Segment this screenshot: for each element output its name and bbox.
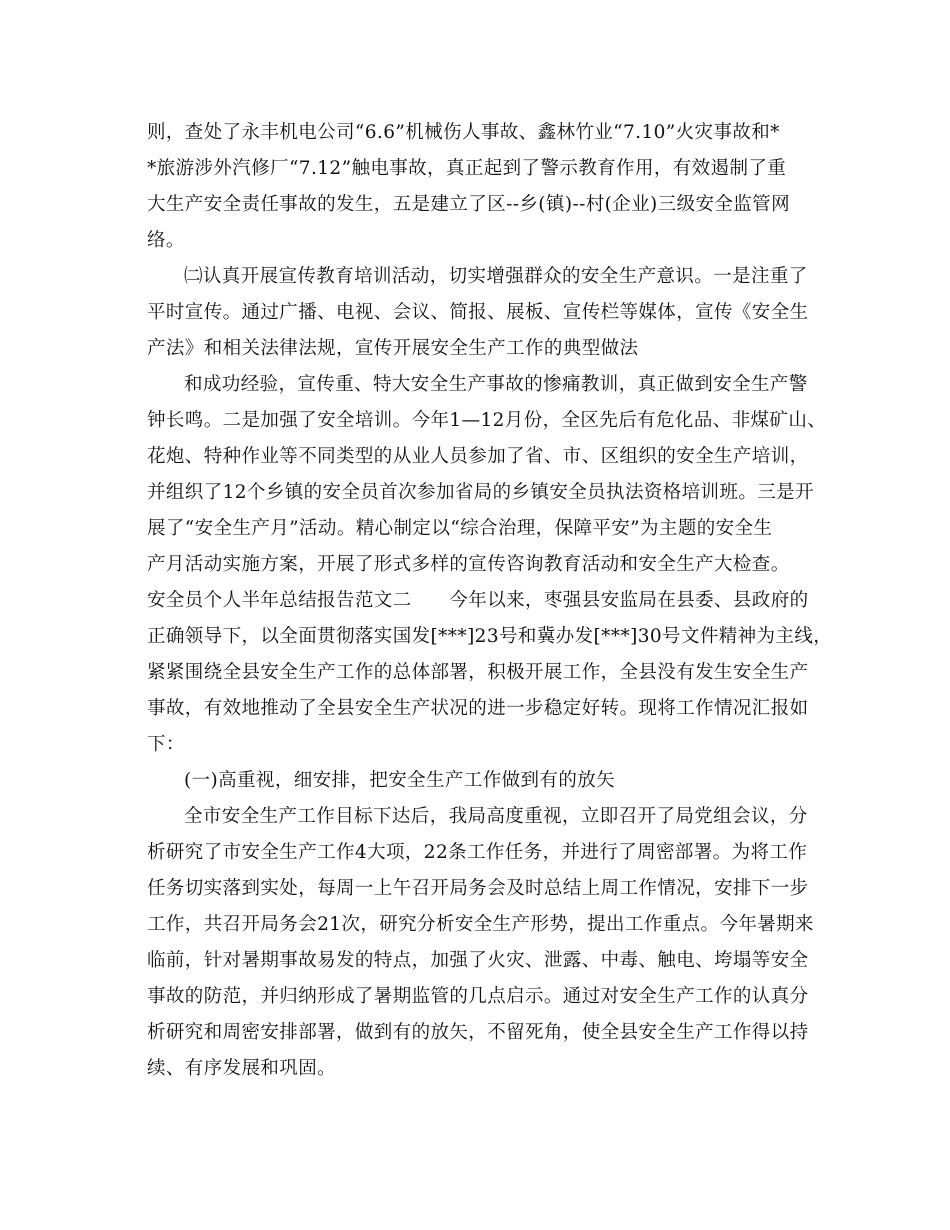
text-line: 事故的防范，并归纳形成了暑期监管的几点启示。通过对安全生产工作的认真分	[147, 986, 809, 1007]
text-line: 析研究了市安全生产工作4大项，22条工作任务，并进行了周密部署。为将工作	[147, 842, 808, 863]
text-line: 展了“安全生产月”活动。精心制定以“综合治理，保障平安”为主题的安全生	[147, 518, 773, 539]
text-line: 下：	[147, 734, 185, 755]
text-line: *旅游涉外汽修厂“7.12”触电事故，真正起到了警示教育作用，有效遏制了重	[147, 158, 787, 179]
text-line: 和成功经验，宣传重、特大安全生产事故的惨痛教训，真正做到安全生产警	[184, 374, 808, 395]
text-line: 工作，共召开局务会21次，研究分析安全生产形势，提出工作重点。今年暑期来	[147, 914, 814, 935]
text-line: 钟长鸣。二是加强了安全培训。今年1—12月份，全区先后有危化品、非煤矿山、	[147, 410, 827, 431]
text-line: 正确领导下，以全面贯彻落实国发[***]23号和冀办发[***]30号文件精神为主线，	[147, 626, 833, 647]
text-line: 则，查处了永丰机电公司“6.6”机械伤人事故、鑫林竹业“7.10”火灾事故和*	[147, 122, 780, 143]
subheading-line: (一)高重视，细安排，把安全生产工作做到有的放矢	[184, 770, 616, 791]
text-line: ㈡认真开展宣传教育培训活动，切实增强群众的安全生产意识。一是注重了	[184, 266, 808, 287]
text-line: 任务切实落到实处，每周一上午召开局务会及时总结上周工作情况，安排下一步	[147, 878, 809, 899]
text-line: 全市安全生产工作目标下达后，我局高度重视，立即召开了局党组会议，分	[184, 806, 808, 827]
text-line: 紧紧围绕全县安全生产工作的总体部署，积极开展工作，全县没有发生安全生产	[147, 662, 809, 683]
text-line: 产法》和相关法律法规，宣传开展安全生产工作的典型做法	[147, 338, 639, 359]
text-line: 花炮、特种作业等不同类型的从业人员参加了省、市、区组织的安全生产培训，	[147, 446, 809, 467]
text-line: 续、有序发展和巩固。	[147, 1058, 337, 1079]
text-line: 事故，有效地推动了全县安全生产状况的进一步稳定好转。现将工作情况汇报如	[147, 698, 809, 719]
section-title-line: 安全员个人半年总结报告范文二 今年以来，枣强县安监局在县委、县政府的	[147, 590, 809, 611]
text-line: 临前，针对暑期事故易发的特点，加强了火灾、泄露、中毒、触电、垮塌等安全	[147, 950, 809, 971]
text-line: 大生产安全责任事故的发生，五是建立了区--乡(镇)--村(企业)三级安全监管网	[147, 194, 790, 215]
text-line: 络。	[147, 230, 185, 251]
text-line: 析研究和周密安排部署，做到有的放矢，不留死角，使全县安全生产工作得以持	[147, 1022, 809, 1043]
text-line: 产月活动实施方案，开展了形式多样的宣传咨询教育活动和安全生产大检查。	[147, 554, 790, 575]
text-line: 平时宣传。通过广播、电视、会议、简报、展板、宣传栏等媒体，宣传《安全生	[147, 302, 809, 323]
text-line: 并组织了12个乡镇的安全员首次参加省局的乡镇安全员执法资格培训班。三是开	[147, 482, 814, 503]
